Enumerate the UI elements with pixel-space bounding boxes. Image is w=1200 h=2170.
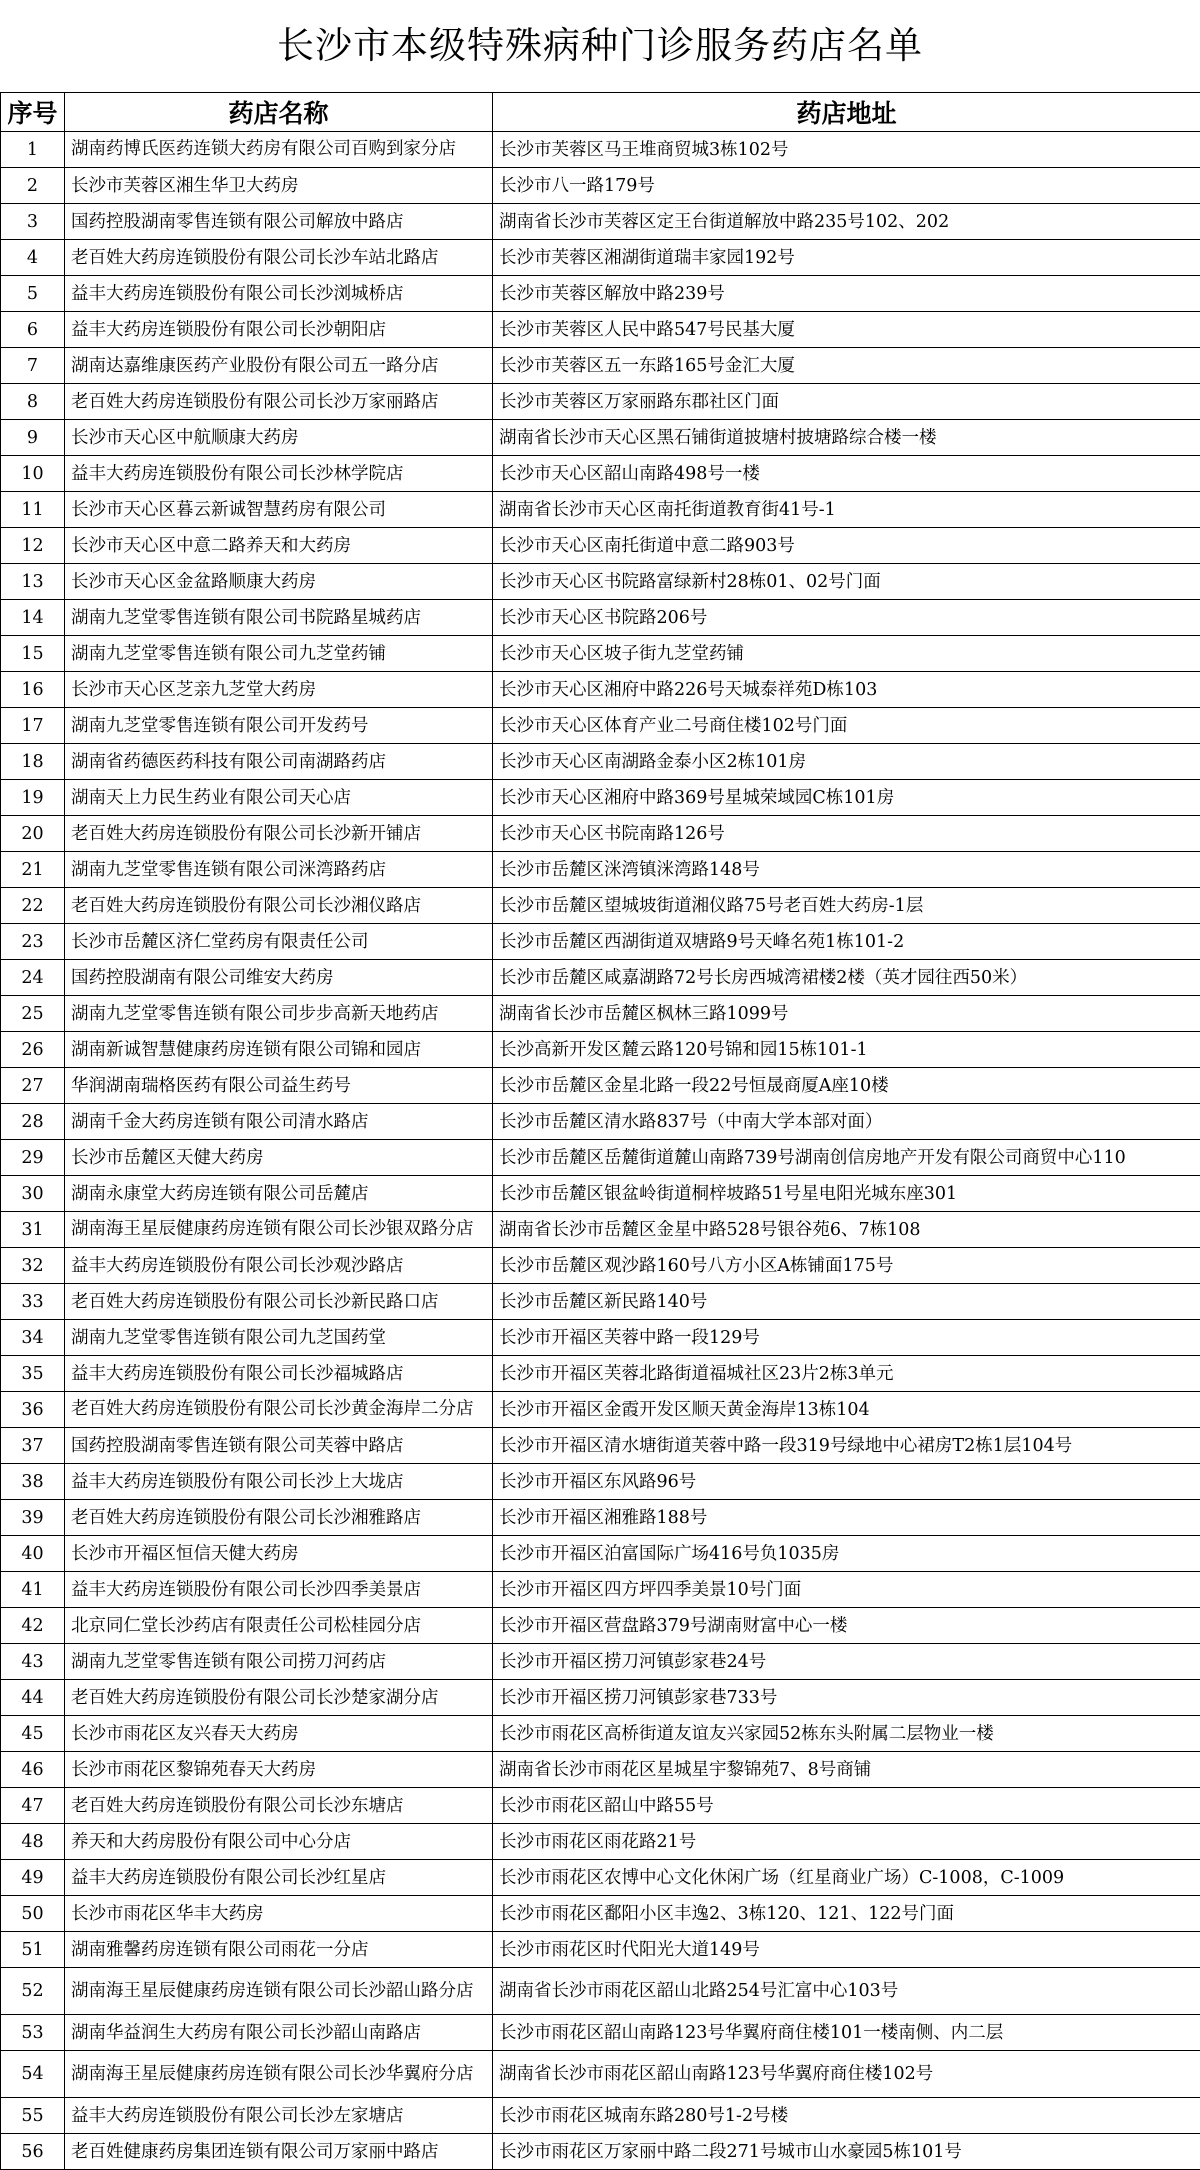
pharmacy-name: 湖南海王星辰健康药房连锁有限公司长沙韶山路分店 — [65, 1968, 493, 2015]
pharmacy-name: 国药控股湖南零售连锁有限公司解放中路店 — [65, 204, 493, 240]
table-row — [1, 780, 1200, 816]
row-index: 50 — [1, 1896, 65, 1932]
table-row — [1, 2134, 1200, 2170]
row-index: 4 — [1, 240, 65, 276]
row-index: 46 — [1, 1752, 65, 1788]
row-index: 29 — [1, 1140, 65, 1176]
pharmacy-name: 老百姓大药房连锁股份有限公司长沙万家丽路店 — [65, 384, 493, 420]
table-row — [1, 1464, 1200, 1500]
pharmacy-name: 养天和大药房股份有限公司中心分店 — [65, 1824, 493, 1860]
table-row — [1, 1068, 1200, 1104]
pharmacy-name: 益丰大药房连锁股份有限公司长沙上大垅店 — [65, 1464, 493, 1500]
pharmacy-address: 长沙市雨花区韶山中路55号 — [493, 1788, 1200, 1824]
pharmacy-address: 湖南省长沙市芙蓉区定王台街道解放中路235号102、202 — [493, 204, 1200, 240]
pharmacy-name: 湖南九芝堂零售连锁有限公司九芝国药堂 — [65, 1320, 493, 1356]
row-index: 2 — [1, 168, 65, 204]
pharmacy-name: 国药控股湖南有限公司维安大药房 — [65, 960, 493, 996]
pharmacy-name: 长沙市雨花区黎锦苑春天大药房 — [65, 1752, 493, 1788]
row-index: 51 — [1, 1932, 65, 1968]
table-row — [1, 204, 1200, 240]
table-body — [1, 132, 1200, 2170]
row-index: 26 — [1, 1032, 65, 1068]
pharmacy-address: 长沙市开福区泊富国际广场416号负1035房 — [493, 1536, 1200, 1572]
row-index: 11 — [1, 492, 65, 528]
pharmacy-address: 长沙市雨花区鄱阳小区丰逸2、3栋120、121、122号门面 — [493, 1896, 1200, 1932]
header-index: 序号 — [1, 93, 65, 132]
row-index: 24 — [1, 960, 65, 996]
pharmacy-address: 长沙市开福区捞刀河镇彭家巷24号 — [493, 1644, 1200, 1680]
pharmacy-name: 北京同仁堂长沙药店有限责任公司松桂园分店 — [65, 1608, 493, 1644]
pharmacy-name: 益丰大药房连锁股份有限公司长沙浏城桥店 — [65, 276, 493, 312]
table-row — [1, 708, 1200, 744]
pharmacy-address: 长沙市芙蓉区人民中路547号民基大厦 — [493, 312, 1200, 348]
pharmacy-address: 长沙市天心区书院路206号 — [493, 600, 1200, 636]
pharmacy-name: 湖南药博氏医药连锁大药房有限公司百购到家分店 — [65, 132, 493, 168]
row-index: 39 — [1, 1500, 65, 1536]
table-row — [1, 1428, 1200, 1464]
row-index: 16 — [1, 672, 65, 708]
table-row — [1, 1968, 1200, 2015]
pharmacy-address: 湖南省长沙市岳麓区枫林三路1099号 — [493, 996, 1200, 1032]
pharmacy-address: 湖南省长沙市雨花区韶山南路123号华翼府商住楼102号 — [493, 2051, 1200, 2098]
pharmacy-address: 长沙市天心区书院路富绿新村28栋01、02号门面 — [493, 564, 1200, 600]
pharmacy-address: 长沙市天心区南湖路金泰小区2栋101房 — [493, 744, 1200, 780]
pharmacy-name: 湖南九芝堂零售连锁有限公司步步高新天地药店 — [65, 996, 493, 1032]
pharmacy-name: 益丰大药房连锁股份有限公司长沙红星店 — [65, 1860, 493, 1896]
pharmacy-name: 长沙市岳麓区济仁堂药房有限责任公司 — [65, 924, 493, 960]
table-row — [1, 1572, 1200, 1608]
table-row — [1, 996, 1200, 1032]
pharmacy-address: 长沙市岳麓区岳麓街道麓山南路739号湖南创信房地产开发有限公司商贸中心110 — [493, 1140, 1200, 1176]
table-row — [1, 1860, 1200, 1896]
table-row — [1, 240, 1200, 276]
row-index: 43 — [1, 1644, 65, 1680]
row-index: 9 — [1, 420, 65, 456]
row-index: 19 — [1, 780, 65, 816]
row-index: 18 — [1, 744, 65, 780]
row-index: 48 — [1, 1824, 65, 1860]
pharmacy-name: 益丰大药房连锁股份有限公司长沙观沙路店 — [65, 1248, 493, 1284]
pharmacy-name: 长沙市岳麓区天健大药房 — [65, 1140, 493, 1176]
table-row — [1, 420, 1200, 456]
pharmacy-address: 长沙市雨花区城南东路280号1-2号楼 — [493, 2098, 1200, 2134]
pharmacy-address: 长沙市芙蓉区马王堆商贸城3栋102号 — [493, 132, 1200, 168]
table-row — [1, 888, 1200, 924]
pharmacy-address: 长沙市芙蓉区解放中路239号 — [493, 276, 1200, 312]
table-row — [1, 816, 1200, 852]
table-row — [1, 600, 1200, 636]
table-row — [1, 1788, 1200, 1824]
table-row — [1, 312, 1200, 348]
row-index: 20 — [1, 816, 65, 852]
pharmacy-name: 国药控股湖南零售连锁有限公司芙蓉中路店 — [65, 1428, 493, 1464]
table-row — [1, 1644, 1200, 1680]
pharmacy-address: 长沙市开福区捞刀河镇彭家巷733号 — [493, 1680, 1200, 1716]
pharmacy-address: 长沙市雨花区雨花路21号 — [493, 1824, 1200, 1860]
pharmacy-name: 华润湖南瑞格医药有限公司益生药号 — [65, 1068, 493, 1104]
table-row — [1, 1680, 1200, 1716]
pharmacy-name: 湖南九芝堂零售连锁有限公司书院路星城药店 — [65, 600, 493, 636]
pharmacy-address: 长沙市天心区湘府中路369号星城荣域园C栋101房 — [493, 780, 1200, 816]
pharmacy-address: 湖南省长沙市天心区南托街道教育街41号-1 — [493, 492, 1200, 528]
pharmacy-name: 湖南九芝堂零售连锁有限公司捞刀河药店 — [65, 1644, 493, 1680]
row-index: 12 — [1, 528, 65, 564]
pharmacy-name: 老百姓大药房连锁股份有限公司长沙新开铺店 — [65, 816, 493, 852]
table-row — [1, 528, 1200, 564]
pharmacy-name: 益丰大药房连锁股份有限公司长沙林学院店 — [65, 456, 493, 492]
table-row — [1, 1320, 1200, 1356]
row-index: 15 — [1, 636, 65, 672]
row-index: 45 — [1, 1716, 65, 1752]
row-index: 47 — [1, 1788, 65, 1824]
pharmacy-address: 长沙市开福区四方坪四季美景10号门面 — [493, 1572, 1200, 1608]
table-row — [1, 132, 1200, 168]
pharmacy-name: 长沙市天心区中航顺康大药房 — [65, 420, 493, 456]
pharmacy-address: 长沙市芙蓉区五一东路165号金汇大厦 — [493, 348, 1200, 384]
pharmacy-address: 长沙市岳麓区金星北路一段22号恒晟商厦A座10楼 — [493, 1068, 1200, 1104]
table-row — [1, 960, 1200, 996]
pharmacy-name: 湖南九芝堂零售连锁有限公司九芝堂药铺 — [65, 636, 493, 672]
table-row — [1, 1536, 1200, 1572]
table-row — [1, 1176, 1200, 1212]
pharmacy-address: 长沙市开福区湘雅路188号 — [493, 1500, 1200, 1536]
table-row — [1, 1716, 1200, 1752]
pharmacy-address: 长沙市岳麓区银盆岭街道桐梓坡路51号星电阳光城东座301 — [493, 1176, 1200, 1212]
row-index: 49 — [1, 1860, 65, 1896]
pharmacy-address: 湖南省长沙市雨花区星城星宇黎锦苑7、8号商铺 — [493, 1752, 1200, 1788]
pharmacy-address: 长沙市岳麓区新民路140号 — [493, 1284, 1200, 1320]
row-index: 17 — [1, 708, 65, 744]
pharmacy-address: 长沙市雨花区时代阳光大道149号 — [493, 1932, 1200, 1968]
table-row — [1, 2051, 1200, 2098]
header-name: 药店名称 — [65, 93, 493, 132]
pharmacy-address: 长沙市八一路179号 — [493, 168, 1200, 204]
row-index: 53 — [1, 2015, 65, 2051]
pharmacy-address: 长沙市岳麓区洣湾镇洣湾路148号 — [493, 852, 1200, 888]
pharmacy-name: 益丰大药房连锁股份有限公司长沙朝阳店 — [65, 312, 493, 348]
table-row — [1, 1104, 1200, 1140]
pharmacy-name: 湖南海王星辰健康药房连锁有限公司长沙银双路分店 — [65, 1212, 493, 1248]
row-index: 5 — [1, 276, 65, 312]
pharmacy-address: 长沙市天心区坡子街九芝堂药铺 — [493, 636, 1200, 672]
row-index: 56 — [1, 2134, 65, 2170]
pharmacy-name: 老百姓大药房连锁股份有限公司长沙车站北路店 — [65, 240, 493, 276]
row-index: 1 — [1, 132, 65, 168]
pharmacy-name: 湖南海王星辰健康药房连锁有限公司长沙华翼府分店 — [65, 2051, 493, 2098]
pharmacy-name: 长沙市芙蓉区湘生华卫大药房 — [65, 168, 493, 204]
pharmacy-name: 长沙市开福区恒信天健大药房 — [65, 1536, 493, 1572]
row-index: 30 — [1, 1176, 65, 1212]
table-row — [1, 1896, 1200, 1932]
page-title: 长沙市本级特殊病种门诊服务药店名单 — [0, 16, 1200, 76]
table-row — [1, 1212, 1200, 1248]
pharmacy-address: 长沙市岳麓区清水路837号（中南大学本部对面） — [493, 1104, 1200, 1140]
table-row — [1, 456, 1200, 492]
pharmacy-address: 湖南省长沙市岳麓区金星中路528号银谷苑6、7栋108 — [493, 1212, 1200, 1248]
row-index: 7 — [1, 348, 65, 384]
pharmacy-address: 长沙市雨花区韶山南路123号华翼府商住楼101一楼南侧、内二层 — [493, 2015, 1200, 2051]
row-index: 23 — [1, 924, 65, 960]
row-index: 28 — [1, 1104, 65, 1140]
pharmacy-name: 老百姓大药房连锁股份有限公司长沙湘仪路店 — [65, 888, 493, 924]
table-row — [1, 564, 1200, 600]
table-row — [1, 1824, 1200, 1860]
row-index: 8 — [1, 384, 65, 420]
pharmacy-name: 益丰大药房连锁股份有限公司长沙四季美景店 — [65, 1572, 493, 1608]
row-index: 52 — [1, 1968, 65, 2015]
row-index: 37 — [1, 1428, 65, 1464]
table-row — [1, 1608, 1200, 1644]
table-row — [1, 384, 1200, 420]
pharmacy-address: 长沙市天心区书院南路126号 — [493, 816, 1200, 852]
row-index: 41 — [1, 1572, 65, 1608]
row-index: 27 — [1, 1068, 65, 1104]
pharmacy-address: 长沙市雨花区高桥街道友谊友兴家园52栋东头附属二层物业一楼 — [493, 1716, 1200, 1752]
pharmacy-name: 湖南千金大药房连锁有限公司清水路店 — [65, 1104, 493, 1140]
table-row — [1, 1248, 1200, 1284]
pharmacy-address: 长沙市天心区体育产业二号商住楼102号门面 — [493, 708, 1200, 744]
pharmacy-name: 老百姓大药房连锁股份有限公司长沙东塘店 — [65, 1788, 493, 1824]
row-index: 21 — [1, 852, 65, 888]
pharmacy-name: 长沙市雨花区华丰大药房 — [65, 1896, 493, 1932]
pharmacy-name: 老百姓大药房连锁股份有限公司长沙楚家湖分店 — [65, 1680, 493, 1716]
row-index: 38 — [1, 1464, 65, 1500]
header-address: 药店地址 — [493, 93, 1200, 132]
table-row — [1, 852, 1200, 888]
pharmacy-address: 湖南省长沙市雨花区韶山北路254号汇富中心103号 — [493, 1968, 1200, 2015]
pharmacy-address: 长沙市开福区芙蓉中路一段129号 — [493, 1320, 1200, 1356]
pharmacy-address: 长沙市雨花区农博中心文化休闲广场（红星商业广场）C-1008，C-1009 — [493, 1860, 1200, 1896]
pharmacy-name: 湖南新诚智慧健康药房连锁有限公司锦和园店 — [65, 1032, 493, 1068]
pharmacy-name: 益丰大药房连锁股份有限公司长沙左家塘店 — [65, 2098, 493, 2134]
table-row — [1, 1392, 1200, 1428]
table-row — [1, 2015, 1200, 2051]
table-row — [1, 924, 1200, 960]
table-row — [1, 1500, 1200, 1536]
pharmacy-name: 长沙市天心区金盆路顺康大药房 — [65, 564, 493, 600]
pharmacy-name: 老百姓大药房连锁股份有限公司长沙黄金海岸二分店 — [65, 1392, 493, 1428]
pharmacy-address: 长沙市雨花区万家丽中路二段271号城市山水豪园5栋101号 — [493, 2134, 1200, 2170]
table-row — [1, 636, 1200, 672]
row-index: 31 — [1, 1212, 65, 1248]
pharmacy-name: 湖南天上力民生药业有限公司天心店 — [65, 780, 493, 816]
pharmacy-name: 湖南达嘉维康医药产业股份有限公司五一路分店 — [65, 348, 493, 384]
row-index: 14 — [1, 600, 65, 636]
row-index: 36 — [1, 1392, 65, 1428]
row-index: 32 — [1, 1248, 65, 1284]
row-index: 25 — [1, 996, 65, 1032]
pharmacy-address: 长沙市开福区芙蓉北路街道福城社区23片2栋3单元 — [493, 1356, 1200, 1392]
row-index: 35 — [1, 1356, 65, 1392]
pharmacy-name: 湖南雅馨药房连锁有限公司雨花一分店 — [65, 1932, 493, 1968]
pharmacy-name: 湖南九芝堂零售连锁有限公司洣湾路药店 — [65, 852, 493, 888]
pharmacy-address: 湖南省长沙市天心区黑石铺街道披塘村披塘路综合楼一楼 — [493, 420, 1200, 456]
table-row — [1, 2098, 1200, 2134]
table-row — [1, 276, 1200, 312]
pharmacy-name: 长沙市天心区暮云新诚智慧药房有限公司 — [65, 492, 493, 528]
pharmacy-address: 长沙市岳麓区观沙路160号八方小区A栋铺面175号 — [493, 1248, 1200, 1284]
pharmacy-address: 长沙市芙蓉区湘湖街道瑞丰家园192号 — [493, 240, 1200, 276]
pharmacy-address: 长沙市芙蓉区万家丽路东郡社区门面 — [493, 384, 1200, 420]
row-index: 3 — [1, 204, 65, 240]
table-row — [1, 1032, 1200, 1068]
pharmacy-address: 长沙市岳麓区咸嘉湖路72号长房西城湾裙楼2楼（英才园往西50米） — [493, 960, 1200, 996]
pharmacy-name: 老百姓健康药房集团连锁有限公司万家丽中路店 — [65, 2134, 493, 2170]
pharmacy-name: 长沙市雨花区友兴春天大药房 — [65, 1716, 493, 1752]
pharmacy-address: 长沙市天心区韶山南路498号一楼 — [493, 456, 1200, 492]
row-index: 55 — [1, 2098, 65, 2134]
pharmacy-address: 长沙市开福区清水塘街道芙蓉中路一段319号绿地中心裙房T2栋1层104号 — [493, 1428, 1200, 1464]
pharmacy-table — [0, 92, 1200, 2170]
row-index: 22 — [1, 888, 65, 924]
table-row — [1, 672, 1200, 708]
table-row — [1, 1356, 1200, 1392]
table-row — [1, 1284, 1200, 1320]
row-index: 10 — [1, 456, 65, 492]
row-index: 6 — [1, 312, 65, 348]
row-index: 33 — [1, 1284, 65, 1320]
table-row — [1, 492, 1200, 528]
table-row — [1, 1752, 1200, 1788]
pharmacy-address: 长沙市天心区南托街道中意二路903号 — [493, 528, 1200, 564]
pharmacy-name: 长沙市天心区中意二路养天和大药房 — [65, 528, 493, 564]
pharmacy-name: 老百姓大药房连锁股份有限公司长沙湘雅路店 — [65, 1500, 493, 1536]
pharmacy-address: 长沙市岳麓区望城坡街道湘仪路75号老百姓大药房-1层 — [493, 888, 1200, 924]
table-row — [1, 744, 1200, 780]
table-row — [1, 348, 1200, 384]
pharmacy-name: 益丰大药房连锁股份有限公司长沙福城路店 — [65, 1356, 493, 1392]
pharmacy-address: 长沙市开福区东风路96号 — [493, 1464, 1200, 1500]
pharmacy-address: 长沙市开福区金霞开发区顺天黄金海岸13栋104 — [493, 1392, 1200, 1428]
pharmacy-address: 长沙市岳麓区西湖街道双塘路9号天峰名苑1栋101-2 — [493, 924, 1200, 960]
pharmacy-name: 长沙市天心区芝亲九芝堂大药房 — [65, 672, 493, 708]
pharmacy-name: 老百姓大药房连锁股份有限公司长沙新民路口店 — [65, 1284, 493, 1320]
row-index: 13 — [1, 564, 65, 600]
table-header-row — [1, 93, 1200, 132]
pharmacy-name: 湖南省药德医药科技有限公司南湖路药店 — [65, 744, 493, 780]
pharmacy-name: 湖南华益润生大药房有限公司长沙韶山南路店 — [65, 2015, 493, 2051]
row-index: 40 — [1, 1536, 65, 1572]
table-row — [1, 1140, 1200, 1176]
row-index: 34 — [1, 1320, 65, 1356]
pharmacy-address: 长沙市开福区营盘路379号湖南财富中心一楼 — [493, 1608, 1200, 1644]
table-row — [1, 168, 1200, 204]
pharmacy-name: 湖南永康堂大药房连锁有限公司岳麓店 — [65, 1176, 493, 1212]
row-index: 54 — [1, 2051, 65, 2098]
pharmacy-name: 湖南九芝堂零售连锁有限公司开发药号 — [65, 708, 493, 744]
table-row — [1, 1932, 1200, 1968]
row-index: 44 — [1, 1680, 65, 1716]
pharmacy-address: 长沙高新开发区麓云路120号锦和园15栋101-1 — [493, 1032, 1200, 1068]
pharmacy-address: 长沙市天心区湘府中路226号天城泰祥苑D栋103 — [493, 672, 1200, 708]
row-index: 42 — [1, 1608, 65, 1644]
